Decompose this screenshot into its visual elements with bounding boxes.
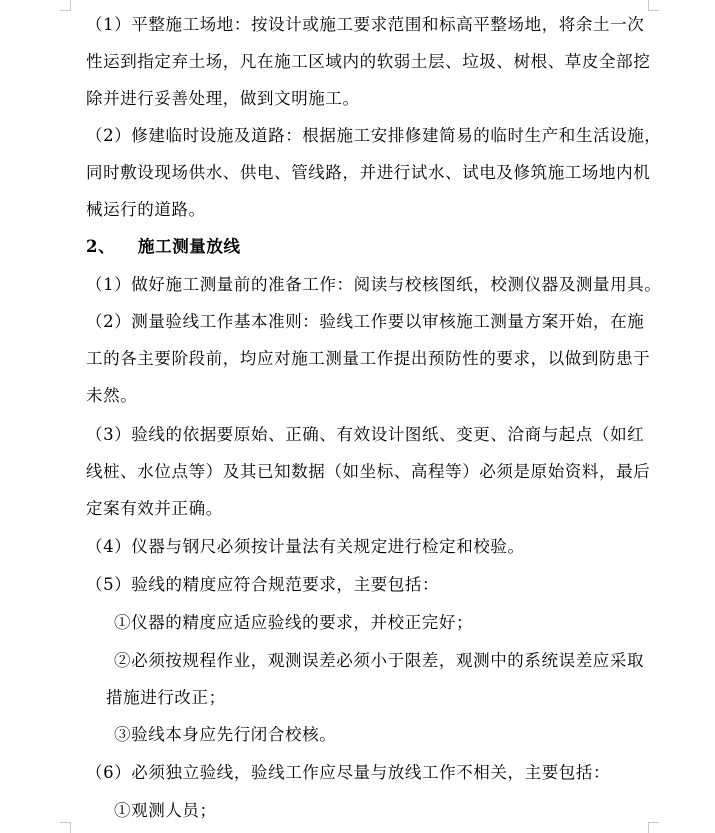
- sub-item-line: ②必须按规程作业，观测误差必须小于限差，观测中的系统误差应采取: [114, 651, 645, 670]
- text-line: （1）平整施工场地：按设计或施工要求范围和标高平整场地，将余土一次: [86, 15, 645, 34]
- sub-item-line: ③验线本身应先行闭合校核。: [114, 725, 337, 744]
- text-line: （1）做好施工测量前的准备工作：阅读与校核图纸，校测仪器及测量用具。: [86, 275, 662, 294]
- section-title: 施工测量放线: [138, 237, 241, 256]
- text-line: （2）修建临时设施及道路：根据施工安排修建简易的临时生产和生活设施，: [86, 126, 662, 145]
- text-line: （5）验线的精度应符合规范要求，主要包括：: [86, 575, 440, 594]
- page-corner-mark: [648, 0, 659, 11]
- text-line: 定案有效并正确。: [86, 499, 223, 518]
- page-corner-mark: [60, 0, 71, 11]
- text-line: 工的各主要阶段前，均应对施工测量工作提出预防性的要求，以做到防患于: [86, 349, 651, 368]
- page-corner-mark: [60, 822, 71, 833]
- text-line: （3）验线的依据要原始、正确、有效设计图纸、变更、洽商与起点（如红: [86, 425, 645, 444]
- sub-item-line: ①仪器的精度应适应验线的要求，并校正完好；: [114, 613, 474, 632]
- section-heading: [86, 236, 241, 258]
- text-line: 械运行的道路。: [86, 200, 206, 219]
- text-line: （6）必须独立验线，验线工作应尽量与放线工作不相关，主要包括：: [86, 763, 611, 782]
- sub-item-line: ①观测人员；: [114, 801, 217, 820]
- text-line: 同时敷设现场供水、供电、管线路，并进行试水、试电及修筑施工场地内机: [86, 163, 651, 182]
- section-number: 2、: [86, 237, 116, 256]
- text-line: 除并进行妥善处理，做到文明施工。: [86, 89, 360, 108]
- text-line: （4）仪器与钢尺必须按计量法有关规定进行检定和校验。: [86, 537, 525, 556]
- text-line: 线桩、水位点等）及其已知数据（如坐标、高程等）必须是原始资料，最后: [86, 462, 651, 481]
- page-corner-mark: [648, 822, 659, 833]
- sub-item-line: 措施进行改正；: [106, 688, 226, 707]
- text-line: 未然。: [86, 386, 138, 405]
- text-line: （2）测量验线工作基本准则：验线工作要以审核施工测量方案开始，在施: [86, 312, 645, 331]
- text-line: 性运到指定弃土场，凡在施工区域内的软弱土层、垃圾、树根、草皮全部挖: [86, 52, 651, 71]
